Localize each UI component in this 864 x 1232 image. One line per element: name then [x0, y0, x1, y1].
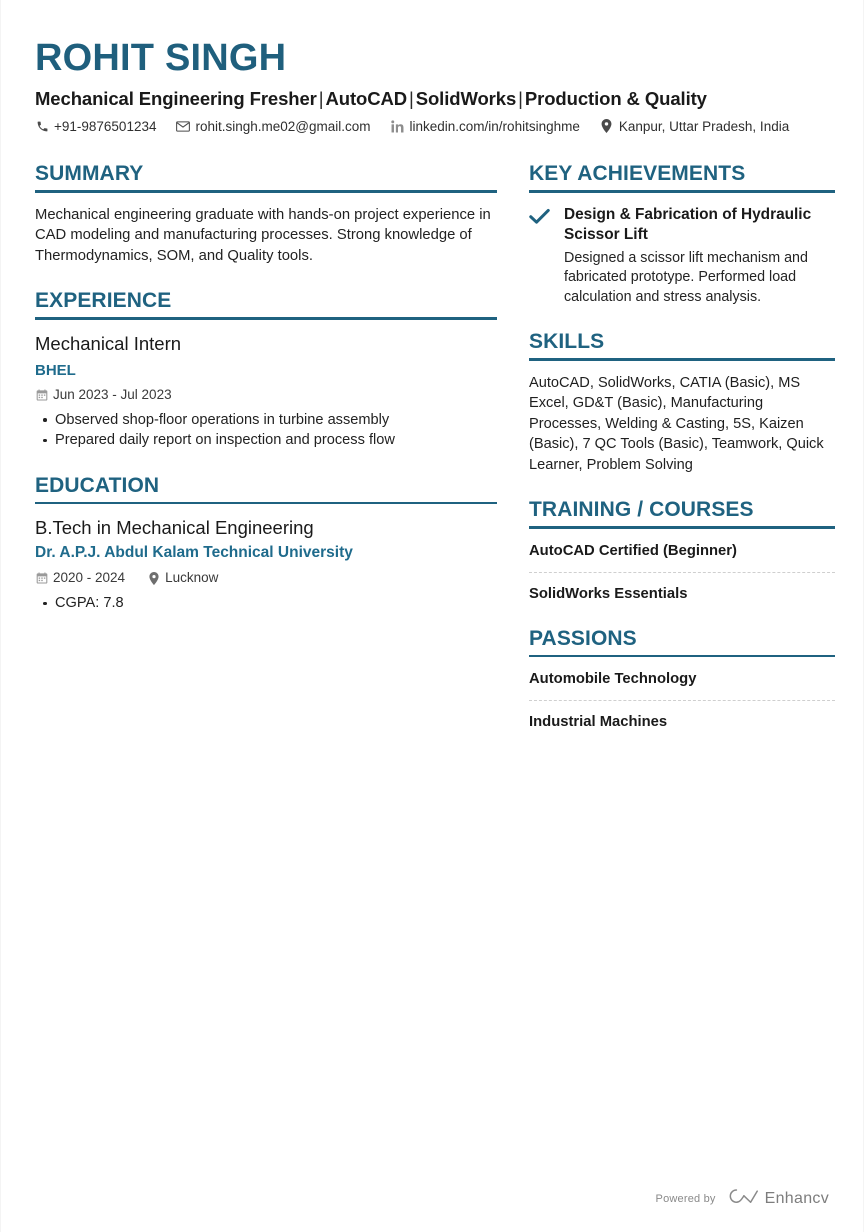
contact-linkedin [391, 118, 580, 135]
education-date-text: 2020 - 2024 [53, 570, 126, 585]
headline-part-0: Mechanical Engineering Fresher [35, 88, 317, 109]
contact-email [176, 118, 370, 135]
linkedin-icon [391, 118, 405, 134]
education-location-text: Lucknow [165, 570, 219, 585]
education-meta [35, 569, 497, 587]
list-item: AutoCAD Certified (Beginner) [529, 541, 835, 573]
list-item: CGPA: 7.8 [35, 593, 497, 614]
section-training-courses [529, 497, 835, 604]
list-item: SolidWorks Essentials [529, 585, 688, 602]
education-entry [35, 516, 497, 614]
achievement-description: Designed a scissor lift mechanism and fabricated prototype. Performed load calculation and stress analysis. [564, 249, 808, 305]
contact-linkedin-text: linkedin.com/in/rohitsinghme [409, 119, 580, 134]
contact-phone-text: +91-9876501234 [54, 119, 157, 134]
contact-location [600, 118, 789, 135]
contact-phone [35, 118, 156, 135]
section-rule [529, 190, 835, 193]
headline-separator: | [409, 88, 414, 109]
section-title-key-achievements: KEY ACHIEVEMENTS [529, 162, 746, 185]
location-icon [600, 118, 614, 134]
headline-separator: | [518, 88, 523, 109]
education-bullets [35, 593, 497, 614]
headline-part-1: AutoCAD [325, 88, 408, 109]
list-item: Industrial Machines [529, 714, 668, 730]
education-location [147, 569, 218, 587]
enhancv-brand-name: Enhancv [764, 1190, 829, 1207]
section-skills [529, 329, 835, 475]
section-key-achievements [529, 161, 835, 307]
headline-part-2: SolidWorks [415, 88, 517, 109]
enhancv-brand [729, 1188, 829, 1210]
calendar-icon [35, 388, 48, 402]
powered-by-label: Powered by [655, 1193, 716, 1205]
experience-date [35, 386, 172, 404]
footer-branding [656, 1188, 829, 1210]
section-rule [529, 526, 835, 529]
contact-location-text: Kanpur, Uttar Pradesh, India [618, 119, 790, 134]
experience-date-text: Jun 2023 - Jul 2023 [53, 386, 172, 402]
education-date [35, 569, 125, 587]
contact-email-text: rohit.singh.me02@gmail.com [195, 119, 371, 134]
section-passions [529, 626, 835, 733]
experience-role: Mechanical Intern [35, 332, 182, 354]
section-experience [35, 288, 497, 451]
check-icon [529, 205, 551, 230]
candidate-headline [35, 87, 829, 110]
education-institution: Dr. A.P.J. Abdul Kalam Technical University [35, 544, 353, 561]
section-title-training-courses: TRAINING / COURSES [529, 498, 754, 521]
experience-meta [35, 386, 497, 404]
section-rule [35, 502, 497, 505]
experience-organization: BHEL [35, 361, 76, 379]
section-rule [35, 317, 497, 320]
list-item: Observed shop-floor operations in turbine assembly [35, 410, 497, 431]
section-title-summary: SUMMARY [35, 162, 144, 185]
section-summary [35, 161, 497, 266]
achievement-title: Design & Fabrication of Hydraulic Scissor Lift [564, 205, 812, 243]
summary-text: Mechanical engineering graduate with hands-on project experience in CAD modeling and manufacturing processes. Strong knowledge of Thermodynamics, SOM, and Quality tools. [35, 206, 491, 264]
list-item: Automobile Technology [529, 669, 835, 701]
resume-body [35, 161, 829, 754]
section-education [35, 473, 497, 614]
contact-row [35, 118, 825, 135]
candidate-name: ROHIT SINGH [35, 37, 287, 79]
headline-separator: | [318, 88, 324, 109]
section-rule [529, 655, 835, 658]
section-title-skills: SKILLS [529, 330, 605, 353]
section-rule [529, 358, 835, 361]
skills-text: AutoCAD, SolidWorks, CATIA (Basic), MS Excel, GD&T (Basic), Manufacturing Processes, Welding & Casting, 5S, Kaizen (Basic), 7 QC Tools (Basic), Teamwork, Quick Learner, Problem Solving [529, 374, 824, 473]
experience-entry [35, 332, 497, 451]
resume-header [35, 36, 829, 135]
right-column [529, 161, 835, 754]
email-icon [176, 118, 190, 134]
section-title-passions: PASSIONS [529, 626, 637, 650]
left-column [35, 161, 497, 636]
location-icon [147, 571, 160, 585]
experience-bullets [35, 410, 497, 451]
calendar-icon [35, 571, 48, 585]
phone-icon [35, 118, 49, 134]
section-title-experience: EXPERIENCE [35, 289, 172, 312]
section-rule [35, 190, 497, 193]
list-item: Prepared daily report on inspection and process flow [35, 430, 497, 451]
section-title-education: EDUCATION [35, 473, 160, 497]
headline-part-3: Production & Quality [524, 88, 707, 109]
education-degree: B.Tech in Mechanical Engineering [35, 517, 314, 538]
achievement-item [529, 205, 835, 308]
enhancv-infinity-logo [729, 1188, 759, 1210]
